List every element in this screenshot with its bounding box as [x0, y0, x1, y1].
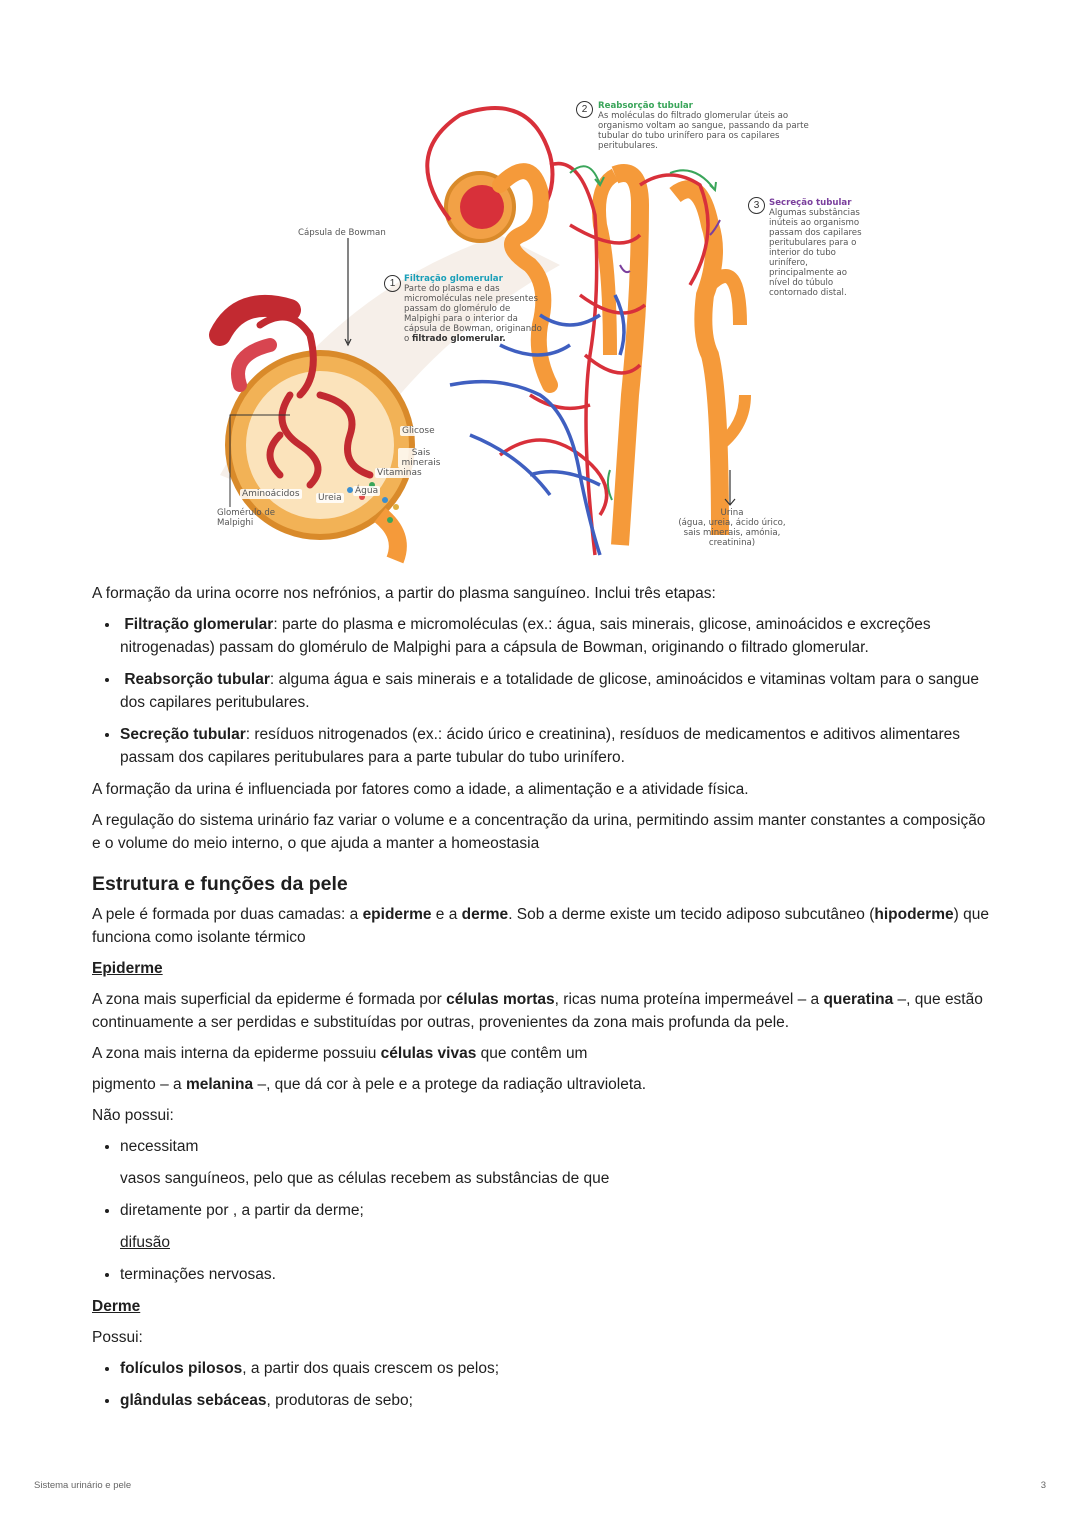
epiderme-paragraph-2: A zona mais interna da epiderme possuiu células vivas que contêm um — [92, 1045, 588, 1062]
step1-number: 1 — [384, 275, 401, 292]
regulation-paragraph: A regulação do sistema urinário faz variar o volume e a concentração da urina, permitindo assim manter constantes a composição e o volume do meio interno, o que ajuda a manter a homeostasia — [92, 812, 986, 852]
label-urine — [670, 508, 794, 548]
label-amino: Aminoácidos — [242, 489, 300, 499]
epiderme-heading: Epiderme — [92, 960, 163, 977]
main-content — [92, 582, 992, 1421]
intro-paragraph: A formação da urina ocorre nos nefrónios, a partir do plasma sanguíneo. Inclui três etapas: — [92, 585, 716, 602]
derme-item-1: • folículos pilosos, a partir dos quais crescem os pelos; — [120, 1357, 992, 1380]
label-urea: Ureia — [318, 493, 342, 503]
stage-filtration-text: : parte do plasma e micromoléculas (ex.: água, sais minerais, glicose, aminoácidos e excreções nitrogenadas) passam do glomérulo de Malpighi para a cápsula de Bowman, originando o filtrado glomerular. — [120, 616, 931, 656]
stage-reabsorption-term: Reabsorção tubular — [124, 671, 270, 688]
nao-possui-list — [92, 1135, 992, 1286]
derme-heading: Derme — [92, 1298, 141, 1315]
stages-list — [92, 613, 992, 769]
stage-reabsorption-text: : alguma água e sais minerais e a totalidade de glicose, aminoácidos e vitaminas voltam para o sangue dos capilares peritubulares. — [120, 671, 979, 711]
label-salts: Sais minerais — [398, 448, 444, 468]
step1-bold: filtrado glomerular. — [412, 334, 506, 344]
label-vitamins: Vitaminas — [377, 468, 422, 478]
step2-body: As moléculas do filtrado glomerular úteis ao organismo voltam ao sangue, passando da parte tubular do tubo urinífero para os capilares peritubulares. — [598, 111, 809, 151]
step3-callout — [769, 198, 865, 298]
skin-paragraph: A pele é formada por duas camadas: a epiderme e a derme. Sob a derme existe um tecido adiposo subcutâneo (hipoderme) que funciona como isolante térmico — [92, 906, 989, 946]
nephron-figure — [200, 95, 880, 565]
step3-number: 3 — [748, 197, 765, 214]
influence-paragraph: A formação da urina é influenciada por fatores como a idade, a alimentação e a atividade física. — [92, 781, 749, 798]
skin-heading: Estrutura e funções da pele — [92, 873, 348, 895]
label-water: Água — [355, 486, 379, 496]
np-item-2: • diretamente por , a partir da derme; — [120, 1199, 992, 1222]
step1-title: Filtração glomerular — [404, 274, 503, 284]
stage-filtration-term: Filtração glomerular — [124, 616, 274, 633]
np-item-1: • necessitam — [120, 1135, 992, 1158]
label-glomerulus: Glomérulo de Malpighi — [217, 508, 276, 528]
step3-title: Secreção tubular — [769, 198, 852, 208]
np-item-3: • terminações nervosas. — [120, 1263, 992, 1286]
possui-label: Possui: — [92, 1329, 143, 1346]
derme-list — [92, 1357, 992, 1412]
stage-secretion-text: : resíduos nitrogenados (ex.: ácido úrico e creatinina), resíduos de medicamentos e aditivos alimentares passam dos capilares peritubulares para a parte tubular do tubo urinífero. — [120, 726, 961, 766]
epiderme-paragraph-3: pigmento – a melanina –, que dá cor à pele e a protege da radiação ultravioleta. — [92, 1076, 647, 1093]
np-item-2-cont: difusão — [120, 1234, 170, 1251]
np-item-1-cont: vasos sanguíneos, pelo que as células recebem as substâncias de que — [120, 1170, 610, 1187]
page-number: 3 — [1040, 1480, 1046, 1491]
label-glucose: Glicose — [402, 426, 435, 436]
nao-possui-label: Não possui: — [92, 1107, 174, 1124]
urine-title: Urina — [720, 508, 744, 518]
derme-item-2: • glândulas sebáceas, produtoras de sebo; — [120, 1389, 992, 1412]
stage-secretion-term: Secreção tubular — [120, 726, 246, 743]
footer-title: Sistema urinário e pele — [34, 1480, 132, 1491]
step2-callout — [598, 101, 820, 151]
urine-detail: (água, ureia, ácido úrico, sais minerais, amónia, creatinina) — [678, 518, 786, 548]
step1-callout — [404, 274, 542, 344]
step2-title: Reabsorção tubular — [598, 101, 693, 111]
stage-reabsorption — [120, 668, 992, 714]
label-bowman: Cápsula de Bowman — [298, 228, 386, 238]
step1-body: Parte do plasma e das micromoléculas nele presentes passam do glomérulo de Malpighi para o interior da cápsula de Bowman, originando o — [404, 284, 542, 344]
stage-secretion — [120, 723, 992, 769]
step2-number: 2 — [576, 101, 593, 118]
epiderme-paragraph-1: A zona mais superficial da epiderme é formada por células mortas, ricas numa proteína impermeável – a queratina –, que estão continuamente a ser perdidas e substituídas por outras, provenientes da zona mais profunda da pele. — [92, 991, 983, 1031]
step3-body: Algumas substâncias inúteis ao organismo passam dos capilares peritubulares para o interior do tubo urinífero, principalmente ao nível do túbulo contornado distal. — [769, 208, 862, 298]
stage-filtration — [120, 613, 992, 659]
